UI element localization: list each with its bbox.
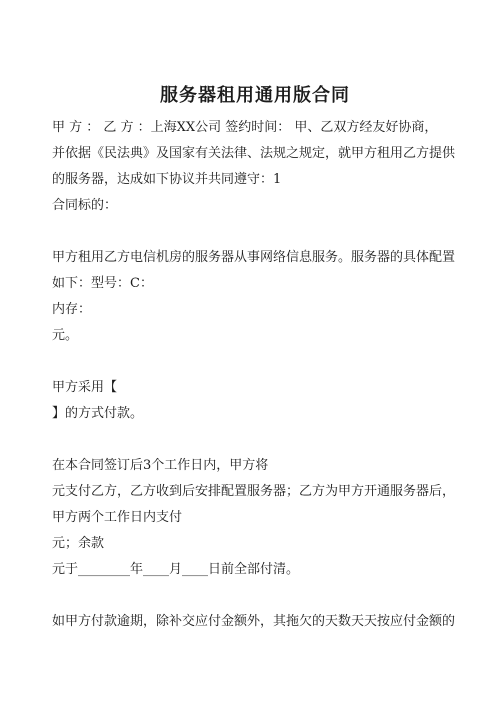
- paragraph-line: 元于________年____月____日前全部付清。: [52, 562, 300, 577]
- paragraph-line: 甲 方 ： 乙 方 ：上海XX公司 签约时间： 甲、乙双方经友好协商，: [52, 120, 438, 135]
- paragraph-line: 元；余款: [52, 536, 105, 551]
- paragraph-line: 在本合同签订后3个工作日内，甲方将: [52, 458, 269, 473]
- paragraph-line: 元。: [52, 328, 79, 343]
- paragraph-line: 的服务器，达成如下协议并共同遵守：1: [52, 172, 282, 187]
- paragraph-gap: [52, 427, 458, 453]
- paragraph-gap: [52, 219, 458, 245]
- paragraph-line: 甲方采用【: [52, 380, 118, 395]
- paragraph-line: 】的方式付款。: [52, 406, 144, 421]
- document-title: 服务器租用通用版合同: [160, 85, 350, 106]
- paragraph-line: 如下：型号：C：: [52, 276, 153, 291]
- paragraph-line: 合同标的：: [52, 198, 118, 213]
- paragraph-line: 内存：: [52, 302, 92, 317]
- paragraph-line: 元支付乙方，乙方收到后安排配置服务器；乙方为甲方开通服务器后，: [52, 484, 456, 499]
- paragraph-line: 如甲方付款逾期，除补交应付金额外，其拖欠的天数天天按应付金额的: [52, 614, 456, 629]
- paragraph-line: 甲方租用乙方电信机房的服务器从事网络信息服务。服务器的具体配置: [52, 250, 456, 265]
- document-body: [52, 115, 458, 635]
- paragraph-gap: [52, 583, 458, 609]
- paragraph-line: 甲方两个工作日内支付: [52, 510, 183, 525]
- paragraph-line: 并依据《民法典》及国家有关法律、法规之规定，就甲方租用乙方提供: [52, 146, 456, 161]
- paragraph-gap: [52, 349, 458, 375]
